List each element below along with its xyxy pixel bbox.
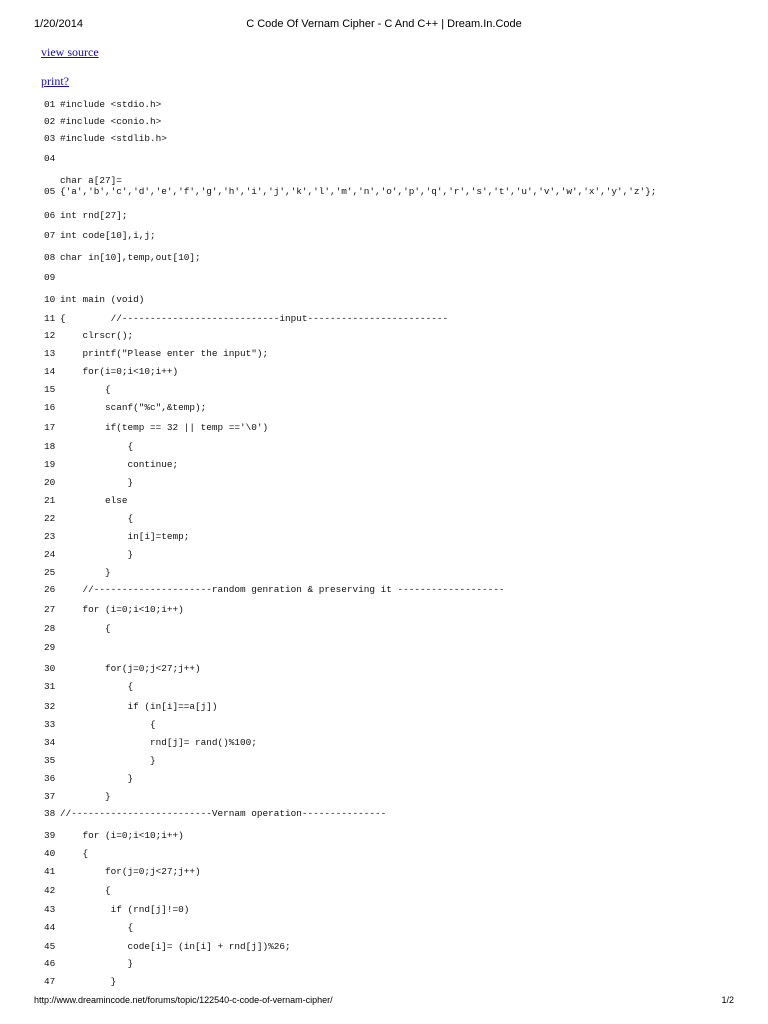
code-text: { xyxy=(60,441,134,452)
code-text: #include <conio.h> xyxy=(60,116,162,127)
code-line xyxy=(44,366,178,384)
line-number: 15 xyxy=(44,384,56,395)
code-line xyxy=(44,384,111,402)
code-line xyxy=(44,210,128,228)
line-number: 45 xyxy=(44,941,56,952)
line-number: 18 xyxy=(44,441,56,452)
page-number: 1/2 xyxy=(721,995,734,1005)
line-number: 36 xyxy=(44,773,56,784)
code-text: { xyxy=(60,513,134,524)
line-number: 25 xyxy=(44,567,56,578)
code-line xyxy=(44,294,144,312)
code-text: { xyxy=(60,623,111,634)
view-source-link[interactable]: view source xyxy=(41,45,99,59)
code-line xyxy=(44,441,133,459)
line-number: 26 xyxy=(44,584,56,595)
code-text: { xyxy=(60,384,111,395)
code-line xyxy=(44,567,111,585)
code-text: { xyxy=(60,885,111,896)
code-line xyxy=(44,402,206,420)
code-line xyxy=(44,116,161,134)
line-number: 03 xyxy=(44,133,56,144)
line-number: 33 xyxy=(44,719,56,730)
line-number: 11 xyxy=(44,313,56,324)
code-line xyxy=(44,531,189,549)
code-line xyxy=(44,604,184,622)
line-number: 19 xyxy=(44,459,56,470)
code-line xyxy=(44,773,133,791)
line-number: 08 xyxy=(44,252,56,263)
code-line xyxy=(44,976,116,994)
code-text: for(j=0;j<27;j++) xyxy=(60,663,201,674)
code-line xyxy=(44,230,156,248)
line-number: 05 xyxy=(44,186,56,197)
line-number: 07 xyxy=(44,230,56,241)
print-date: 1/20/2014 xyxy=(34,18,83,30)
code-line xyxy=(44,848,88,866)
code-line xyxy=(44,348,268,366)
line-number: 04 xyxy=(44,153,56,164)
code-text: for (i=0;i<10;i++) xyxy=(60,604,184,615)
code-line xyxy=(44,808,386,826)
line-number: 28 xyxy=(44,623,56,634)
code-text: code[i]= (in[i] + rnd[j])%26; xyxy=(60,941,291,952)
code-line xyxy=(44,701,218,719)
line-number: 20 xyxy=(44,477,56,488)
line-number: 24 xyxy=(44,549,56,560)
code-text: continue; xyxy=(60,459,179,470)
code-line xyxy=(44,791,111,809)
code-text: for (i=0;i<10;i++) xyxy=(60,830,184,841)
line-number: 23 xyxy=(44,531,56,542)
code-line xyxy=(44,175,657,197)
code-text: { xyxy=(60,922,134,933)
code-text: int code[10],i,j; xyxy=(60,230,156,241)
line-number: 12 xyxy=(44,330,56,341)
line-number: 21 xyxy=(44,495,56,506)
code-text: int main (void) xyxy=(60,294,145,305)
line-number: 29 xyxy=(44,642,56,653)
line-number: 31 xyxy=(44,681,56,692)
line-number: 37 xyxy=(44,791,56,802)
code-text: } xyxy=(60,549,134,560)
code-text: if (in[i]==a[j]) xyxy=(60,701,218,712)
code-line xyxy=(44,904,189,922)
code-line xyxy=(44,922,133,940)
code-line xyxy=(44,99,161,117)
code-line xyxy=(44,330,133,348)
code-text: { xyxy=(60,848,89,859)
code-line xyxy=(44,133,167,151)
code-line xyxy=(44,941,291,959)
code-text: { //----------------------------input------------------------- xyxy=(60,313,449,324)
line-number: 13 xyxy=(44,348,56,359)
code-text: else xyxy=(60,495,128,506)
code-line xyxy=(44,313,448,331)
line-number: 01 xyxy=(44,99,56,110)
code-line xyxy=(44,663,201,681)
code-line xyxy=(44,252,201,270)
code-text: { xyxy=(60,719,156,730)
line-number: 30 xyxy=(44,663,56,674)
code-text: in[i]=temp; xyxy=(60,531,190,542)
code-text: } xyxy=(60,791,111,802)
code-line xyxy=(44,958,133,976)
code-line xyxy=(44,477,133,495)
code-line xyxy=(44,584,504,602)
footer-url: http://www.dreamincode.net/forums/topic/122540-c-code-of-vernam-cipher/ xyxy=(34,995,333,1005)
code-line xyxy=(44,755,156,773)
code-text: char a[27]= {'a','b','c','d','e','f','g','h','i','j','k','l','m','n','o','p','q','r','s','t','u','v','w','x','y','z'}; xyxy=(60,175,657,197)
code-line xyxy=(44,495,128,513)
code-text: } xyxy=(60,958,134,969)
line-number: 27 xyxy=(44,604,56,615)
line-number: 46 xyxy=(44,958,56,969)
code-text: for(i=0;i<10;i++) xyxy=(60,366,179,377)
code-line xyxy=(44,422,268,440)
line-number: 09 xyxy=(44,272,56,283)
code-line xyxy=(44,459,178,477)
line-number: 40 xyxy=(44,848,56,859)
code-line xyxy=(44,272,60,290)
code-line xyxy=(44,830,184,848)
code-text: //-------------------------Vernam operation--------------- xyxy=(60,808,387,819)
code-text: int rnd[27]; xyxy=(60,210,128,221)
line-number: 17 xyxy=(44,422,56,433)
code-line xyxy=(44,549,133,567)
code-line xyxy=(44,737,257,755)
code-text: } xyxy=(60,976,117,987)
code-line xyxy=(44,681,133,699)
code-text: { xyxy=(60,681,134,692)
code-text: } xyxy=(60,567,111,578)
line-number: 43 xyxy=(44,904,56,915)
code-text: #include <stdio.h> xyxy=(60,99,162,110)
line-number: 35 xyxy=(44,755,56,766)
line-number: 44 xyxy=(44,922,56,933)
code-text: for(j=0;j<27;j++) xyxy=(60,866,201,877)
line-number: 16 xyxy=(44,402,56,413)
code-line xyxy=(44,153,60,171)
code-line xyxy=(44,866,201,884)
line-number: 06 xyxy=(44,210,56,221)
code-text: printf("Please enter the input"); xyxy=(60,348,269,359)
line-number: 14 xyxy=(44,366,56,377)
code-line xyxy=(44,719,156,737)
code-line xyxy=(44,513,133,531)
code-text: char in[10],temp,out[10]; xyxy=(60,252,201,263)
code-text: rnd[j]= rand()%100; xyxy=(60,737,257,748)
code-line xyxy=(44,885,111,903)
code-text: } xyxy=(60,773,134,784)
line-number: 39 xyxy=(44,830,56,841)
line-number: 22 xyxy=(44,513,56,524)
code-text: } xyxy=(60,477,134,488)
line-number: 34 xyxy=(44,737,56,748)
print-link[interactable]: print? xyxy=(41,74,69,88)
code-text: if (rnd[j]!=0) xyxy=(60,904,190,915)
code-text: //---------------------random genration & preserving it ------------------- xyxy=(60,584,505,595)
code-text: } xyxy=(60,755,156,766)
code-line xyxy=(44,623,111,641)
code-line xyxy=(44,642,60,660)
line-number: 41 xyxy=(44,866,56,877)
line-number: 02 xyxy=(44,116,56,127)
page-title: C Code Of Vernam Cipher - C And C++ | Dream.In.Code xyxy=(246,18,522,30)
line-number: 42 xyxy=(44,885,56,896)
code-text: clrscr(); xyxy=(60,330,134,341)
code-text: scanf("%c",&temp); xyxy=(60,402,207,413)
line-number: 38 xyxy=(44,808,56,819)
line-number: 10 xyxy=(44,294,56,305)
code-text: #include <stdlib.h> xyxy=(60,133,167,144)
code-text: if(temp == 32 || temp =='\0') xyxy=(60,422,269,433)
line-number: 47 xyxy=(44,976,56,987)
line-number: 32 xyxy=(44,701,56,712)
